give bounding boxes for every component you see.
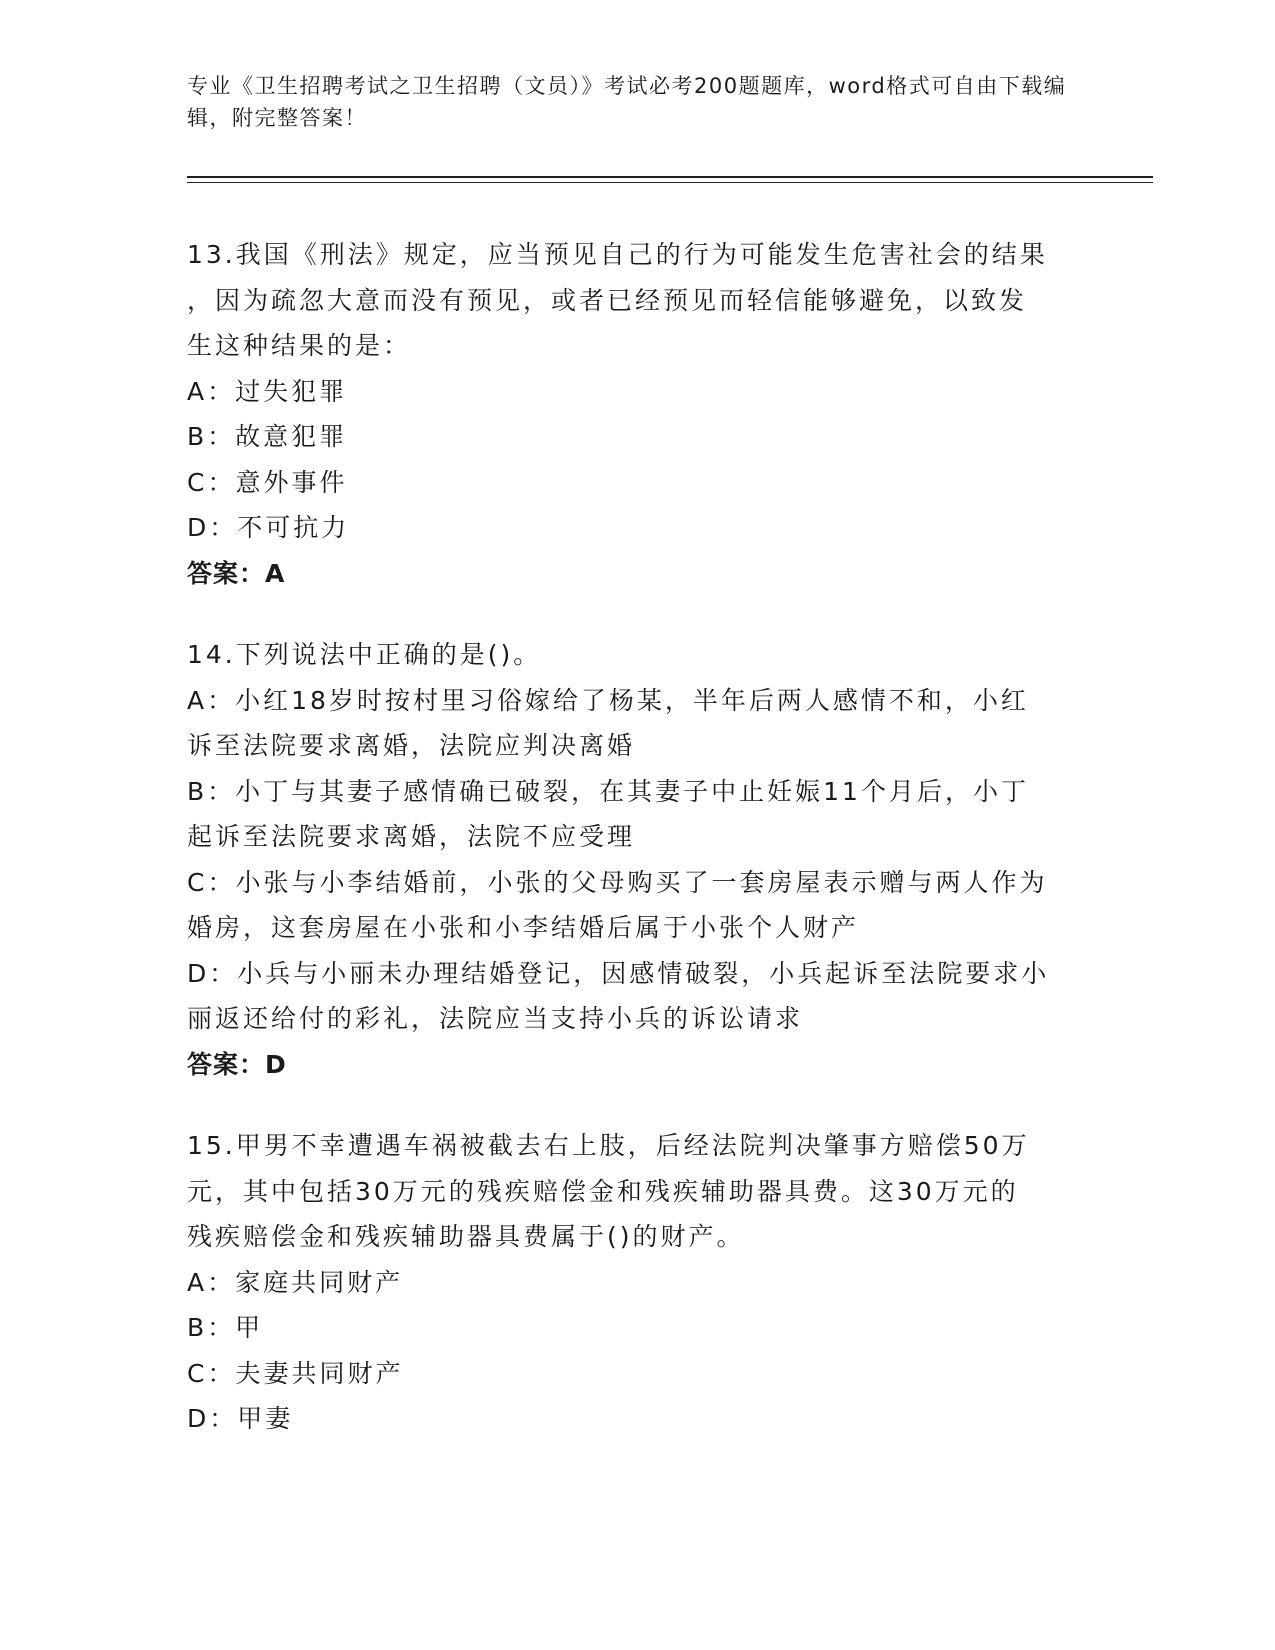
option-b: B：小丁与其妻子感情确已破裂，在其妻子中止妊娠11个月后，小丁 — [187, 776, 1029, 806]
option-a-continued: 诉至法院要求离婚，法院应判决离婚 — [187, 731, 636, 760]
option-b-continued: 起诉至法院要求离婚，法院不应受理 — [187, 822, 636, 851]
question-text-line: 残疾赔偿金和残疾辅助器具费属于()的财产。 — [187, 1222, 745, 1251]
option-a: A：小红18岁时按村里习俗嫁给了杨某，半年后两人感情不和，小红 — [187, 685, 1029, 715]
option-c: C：意外事件 — [187, 467, 348, 497]
question-14 — [187, 632, 1087, 1087]
question-text-line: 13.我国《刑法》规定，应当预见自己的行为可能发生危害社会的结果 — [187, 240, 1048, 269]
question-text-line: 元，其中包括30万元的残疾赔偿金和残疾辅助器具费。这30万元的 — [187, 1176, 1019, 1206]
header-rule-thick — [187, 176, 1153, 178]
question-text-line: 15.甲男不幸遭遇车祸被截去右上肢，后经法院判决肇事方赔偿50万 — [187, 1131, 1030, 1160]
option-c: C：小张与小李结婚前，小张的父母购买了一套房屋表示赠与两人作为 — [187, 867, 1048, 897]
option-c-continued: 婚房，这套房屋在小张和小李结婚后属于小张个人财产 — [187, 913, 860, 942]
option-b: B：甲 — [187, 1313, 264, 1342]
question-15 — [187, 1123, 1087, 1442]
document-header: 专业《卫生招聘考试之卫生招聘（文员）》考试必考200题题库，word格式可自由下载编辑，附完整答案！ — [187, 74, 1067, 130]
option-a: A：家庭共同财产 — [187, 1267, 404, 1297]
option-d: D：小兵与小丽未办理结婚登记，因感情破裂，小兵起诉至法院要求小 — [187, 958, 1050, 988]
option-d-continued: 丽返还给付的彩礼，法院应当支持小兵的诉讼请求 — [187, 1004, 804, 1033]
header-rule-thin — [187, 182, 1153, 183]
question-text-line: 生这种结果的是： — [187, 331, 412, 360]
option-a: A：过失犯罪 — [187, 376, 348, 406]
option-d: D：甲妻 — [187, 1404, 294, 1433]
answer: 答案：A — [187, 558, 286, 588]
option-d: D：不可抗力 — [187, 513, 350, 542]
answer: 答案：D — [187, 1049, 287, 1079]
option-b: B：故意犯罪 — [187, 422, 348, 451]
question-text-line: ，因为疏忽大意而没有预见，或者已经预见而轻信能够避免，以致发 — [187, 285, 1028, 315]
question-list — [187, 232, 1087, 1478]
question-text-line: 14.下列说法中正确的是()。 — [187, 640, 542, 669]
option-c: C：夫妻共同财产 — [187, 1358, 404, 1388]
question-13 — [187, 232, 1087, 596]
